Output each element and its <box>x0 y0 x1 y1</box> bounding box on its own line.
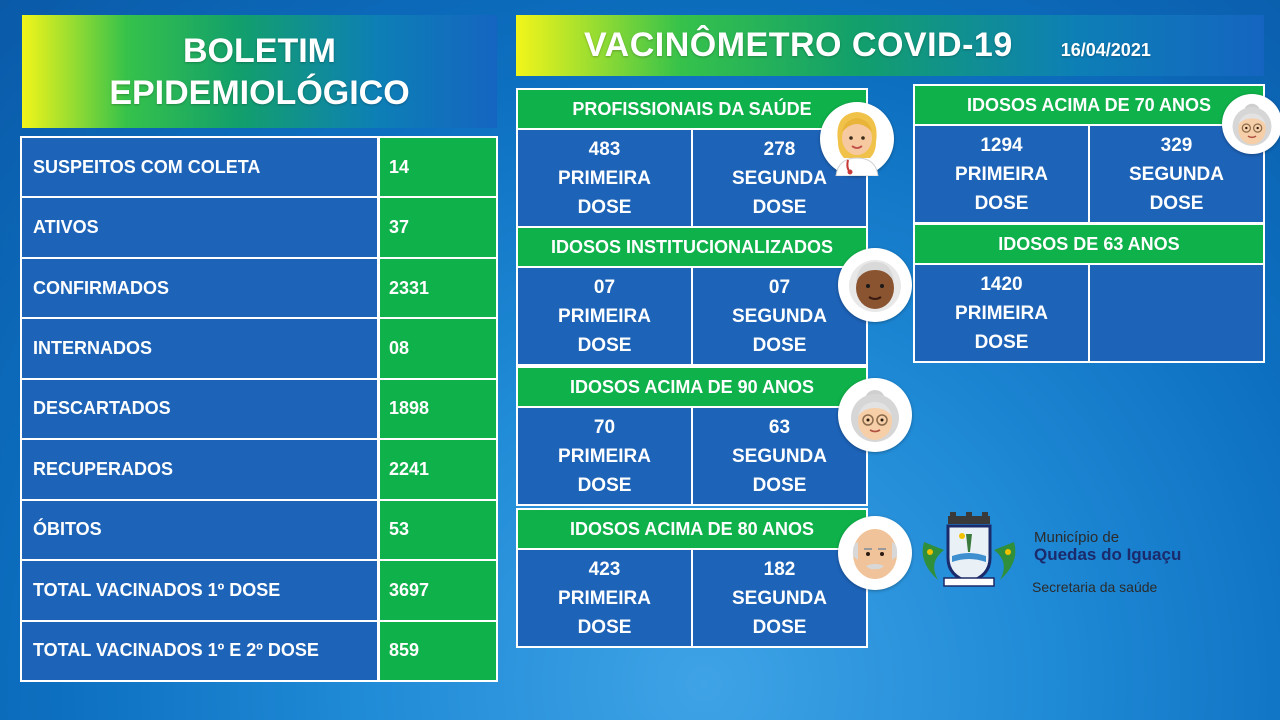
first-dose-label: PRIMEIRA <box>558 587 651 609</box>
dose-label: DOSE <box>1149 192 1204 214</box>
stat-value: 2241 <box>380 440 496 498</box>
boletim-title-line2: EPIDEMIOLÓGICO <box>109 73 410 112</box>
dose-label: DOSE <box>974 192 1029 214</box>
panel-doses <box>518 268 866 364</box>
first-dose-cell <box>518 408 691 504</box>
panel-doses <box>915 126 1263 222</box>
municipal-crest-icon <box>914 512 1024 592</box>
dose-label: DOSE <box>752 474 807 496</box>
vacinometro-banner <box>516 15 1264 76</box>
second-dose-count: 329 <box>1160 134 1193 156</box>
second-dose-label: SEGUNDA <box>731 305 827 327</box>
first-dose-count: 1294 <box>980 134 1023 156</box>
first-dose-cell <box>518 268 691 364</box>
first-dose-cell <box>518 130 691 226</box>
dose-label: DOSE <box>974 331 1029 353</box>
panel-institucionalizados <box>516 226 868 366</box>
panel-title: IDOSOS ACIMA DE 70 ANOS <box>915 86 1263 126</box>
table-row <box>22 561 496 621</box>
panel-profissionais <box>516 88 868 228</box>
logo-secretaria: Secretaria da saúde <box>1032 579 1158 595</box>
panel-title: IDOSOS ACIMA DE 90 ANOS <box>518 368 866 408</box>
first-dose-count: 483 <box>588 138 621 160</box>
stat-value: 3697 <box>380 561 496 619</box>
panel-title: IDOSOS DE 63 ANOS <box>915 225 1263 265</box>
dose-label: DOSE <box>752 334 807 356</box>
panel-acima-70 <box>913 84 1265 224</box>
first-dose-label: PRIMEIRA <box>955 163 1048 185</box>
logo-municipio-label: Município de <box>1034 529 1120 546</box>
first-dose-cell <box>915 265 1088 361</box>
stat-value: 14 <box>380 138 496 196</box>
second-dose-label: SEGUNDA <box>1128 163 1224 185</box>
dose-label: DOSE <box>577 334 632 356</box>
stat-label: TOTAL VACINADOS 1º E 2º DOSE <box>22 622 380 680</box>
table-row <box>22 198 496 258</box>
stat-label: RECUPERADOS <box>22 440 380 498</box>
panel-doses <box>518 408 866 504</box>
dose-label: DOSE <box>752 196 807 218</box>
elderly-woman-icon-2 <box>1222 94 1280 154</box>
table-row <box>22 380 496 440</box>
boletim-title-line1: BOLETIM <box>183 31 336 70</box>
health-worker-icon <box>820 102 894 176</box>
panel-doses <box>518 130 866 226</box>
panel-title: IDOSOS INSTITUCIONALIZADOS <box>518 228 866 268</box>
panel-doses <box>915 265 1263 361</box>
stat-value: 53 <box>380 501 496 559</box>
first-dose-count: 07 <box>593 276 616 298</box>
first-dose-count: 1420 <box>980 273 1023 295</box>
boletim-banner <box>22 15 497 128</box>
panel-title: IDOSOS ACIMA DE 80 ANOS <box>518 510 866 550</box>
stat-value: 08 <box>380 319 496 377</box>
table-row <box>22 501 496 561</box>
table-row <box>22 622 496 680</box>
vacinometro-title: VACINÔMETRO COVID-19 <box>584 26 1013 64</box>
logo-city-name: Quedas do Iguaçu <box>1034 545 1182 564</box>
stat-label: TOTAL VACINADOS 1º DOSE <box>22 561 380 619</box>
table-row <box>22 319 496 379</box>
second-dose-count: 278 <box>763 138 796 160</box>
stat-label: CONFIRMADOS <box>22 259 380 317</box>
municipality-logo <box>914 512 1274 602</box>
empty-dose-cell <box>1088 265 1263 361</box>
stat-value: 1898 <box>380 380 496 438</box>
stat-label: ATIVOS <box>22 198 380 256</box>
stat-value: 37 <box>380 198 496 256</box>
panel-acima-80 <box>516 508 868 648</box>
elderly-man-icon <box>838 516 912 590</box>
dose-label: DOSE <box>577 474 632 496</box>
panel-acima-90 <box>516 366 868 506</box>
stat-label: DESCARTADOS <box>22 380 380 438</box>
second-dose-label: SEGUNDA <box>731 445 827 467</box>
first-dose-count: 423 <box>588 558 621 580</box>
first-dose-cell <box>915 126 1088 222</box>
first-dose-label: PRIMEIRA <box>558 167 651 189</box>
second-dose-count: 182 <box>763 558 796 580</box>
panel-title: PROFISSIONAIS DA SAÚDE <box>518 90 866 130</box>
second-dose-count: 63 <box>768 416 791 438</box>
elderly-woman-icon <box>838 378 912 452</box>
dose-label: DOSE <box>752 616 807 638</box>
panel-63-anos <box>913 223 1265 363</box>
stat-label: INTERNADOS <box>22 319 380 377</box>
table-row <box>22 259 496 319</box>
table-row <box>22 138 496 198</box>
second-dose-label: SEGUNDA <box>731 587 827 609</box>
stat-value: 2331 <box>380 259 496 317</box>
report-date: 16/04/2021 <box>1060 40 1151 60</box>
first-dose-cell <box>518 550 691 646</box>
stat-value: 859 <box>380 622 496 680</box>
stat-label: ÓBITOS <box>22 501 380 559</box>
first-dose-count: 70 <box>593 416 616 438</box>
first-dose-label: PRIMEIRA <box>955 302 1048 324</box>
elderly-person-dark-icon <box>838 248 912 322</box>
stat-label: SUSPEITOS COM COLETA <box>22 138 380 196</box>
dose-label: DOSE <box>577 616 632 638</box>
second-dose-count: 07 <box>768 276 791 298</box>
panel-doses <box>518 550 866 646</box>
second-dose-label: SEGUNDA <box>731 167 827 189</box>
first-dose-label: PRIMEIRA <box>558 305 651 327</box>
first-dose-label: PRIMEIRA <box>558 445 651 467</box>
epidemiological-table <box>20 136 498 682</box>
table-row <box>22 440 496 500</box>
dose-label: DOSE <box>577 196 632 218</box>
